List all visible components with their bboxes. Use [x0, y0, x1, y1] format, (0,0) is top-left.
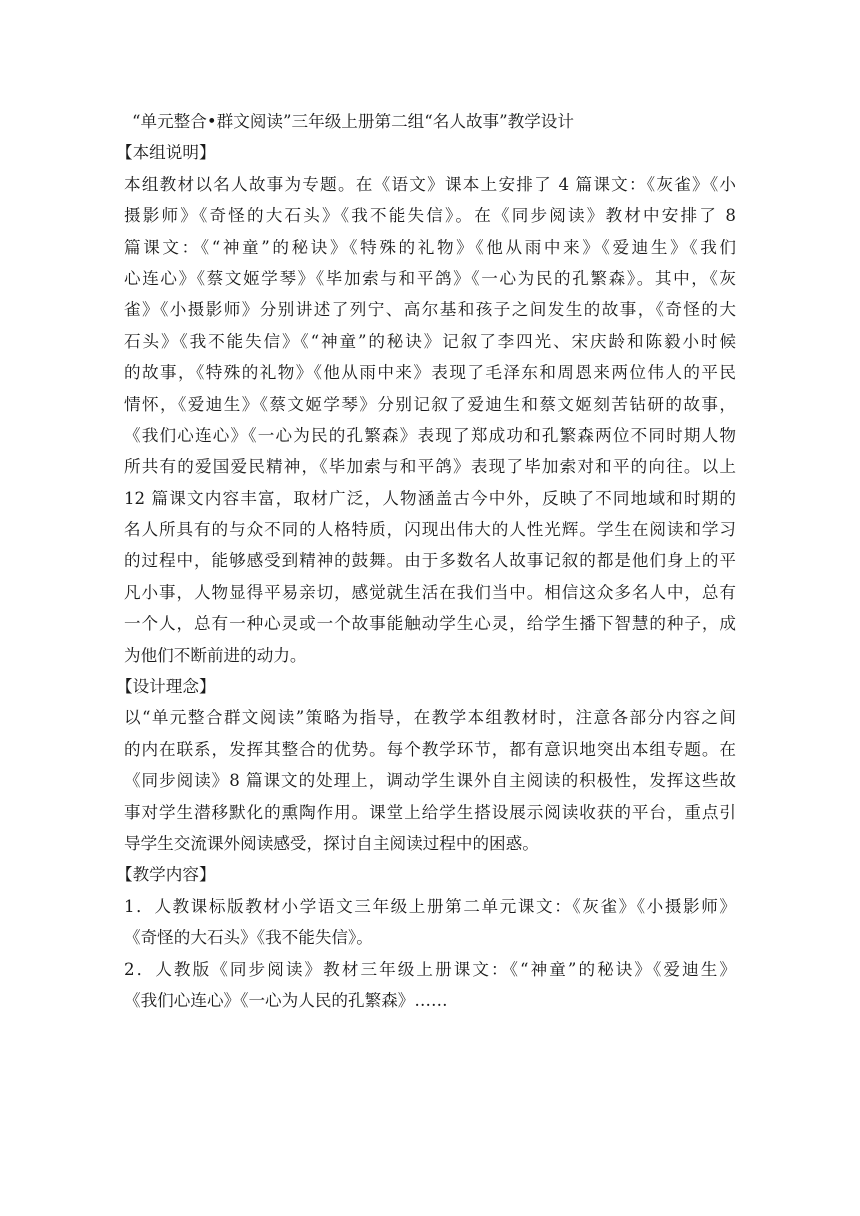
- section-description: [116, 137, 736, 671]
- paragraph-line: 雀》《小摄影师》分别讲述了列宁、高尔基和孩子之间发生的故事，《奇怪的大: [124, 300, 736, 320]
- section-teaching-content: [116, 859, 736, 1016]
- section-heading: 【本组说明】: [116, 143, 216, 163]
- paragraph-line: 《我们心连心》《一心为民的孔繁森》表现了郑成功和孔繁森两位不同时期人物: [124, 425, 736, 445]
- paragraph-line: 心连心》《蔡文姬学琴》《毕加索与和平鸽》《一心为民的孔繁森》。其中，《灰: [124, 268, 736, 288]
- paragraph-line: 导学生交流课外阅读感受，探讨自主阅读过程中的困惑。: [124, 833, 539, 853]
- section-heading: 【设计理念】: [116, 677, 216, 697]
- paragraph-line: 情怀，《爱迪生》《蔡文姬学琴》分别记叙了爱迪生和蔡文姬刻苦钻研的故事，: [124, 394, 736, 414]
- paragraph-line: 的内在联系，发挥其整合的优势。每个教学环节，都有意识地突出本组专题。在: [124, 739, 736, 759]
- list-item: 1．人教课标版教材小学语文三年级上册第二单元课文：《灰雀》《小摄影师》: [124, 896, 736, 916]
- paragraph-line: 事对学生潜移默化的熏陶作用。课堂上给学生搭设展示阅读收获的平台，重点引: [124, 802, 736, 822]
- paragraph-line: 以“单元整合群文阅读”策略为指导，在教学本组教材时，注意各部分内容之间: [124, 708, 736, 728]
- paragraph-line: 凡小事，人物显得平易亲切，感觉就生活在我们当中。相信这众多名人中，总有: [124, 582, 736, 602]
- section-design-concept: [116, 671, 736, 859]
- paragraph-line: 名人所具有的与众不同的人格特质，闪现出伟大的人性光辉。学生在阅读和学习: [124, 520, 736, 540]
- list-item: 2．人教版《同步阅读》教材三年级上册课文：《“神童”的秘诀》《爱迪生》: [124, 959, 736, 979]
- paragraph-line: 的故事，《特殊的礼物》《他从雨中来》表现了毛泽东和周恩来两位伟人的平民: [124, 363, 736, 383]
- document-page: [116, 106, 736, 1016]
- paragraph-line: 的过程中，能够感受到精神的鼓舞。由于多数名人故事记叙的都是他们身上的平: [124, 551, 736, 571]
- document-title: “单元整合•群文阅读”三年级上册第二组“名人故事”教学设计: [132, 112, 574, 131]
- paragraph-line: 所共有的爱国爱民精神，《毕加索与和平鸽》表现了毕加索对和平的向往。以上: [124, 457, 736, 477]
- paragraph-line: 《同步阅读》8 篇课文的处理上，调动学生课外自主阅读的积极性，发挥这些故: [124, 771, 736, 791]
- paragraph-line: 篇课文：《“神童”的秘诀》《特殊的礼物》《他从雨中来》《爱迪生》《我们: [124, 237, 736, 257]
- paragraph-line: 一个人，总有一种心灵或一个故事能触动学生心灵，给学生播下智慧的种子，成: [124, 614, 736, 634]
- list-item-continuation: 《奇怪的大石头》《我不能失信》。: [124, 928, 373, 948]
- section-heading: 【教学内容】: [116, 865, 216, 885]
- paragraph-line: 摄影师》《奇怪的大石头》《我不能失信》。在《同步阅读》教材中安排了 8: [124, 206, 736, 226]
- paragraph-line: 本组教材以名人故事为专题。在《语文》课本上安排了 4 篇课文：《灰雀》《小: [124, 174, 736, 194]
- paragraph-line: 石头》《我不能失信》《“神童”的秘诀》记叙了李四光、宋庆龄和陈毅小时候: [124, 331, 736, 351]
- paragraph-line: 为他们不断前进的动力。: [124, 645, 307, 665]
- list-item-continuation: 《我们心连心》《一心为人民的孔繁森》……: [124, 990, 448, 1010]
- paragraph-line: 12 篇课文内容丰富，取材广泛，人物涵盖古今中外，反映了不同地域和时期的: [124, 488, 736, 508]
